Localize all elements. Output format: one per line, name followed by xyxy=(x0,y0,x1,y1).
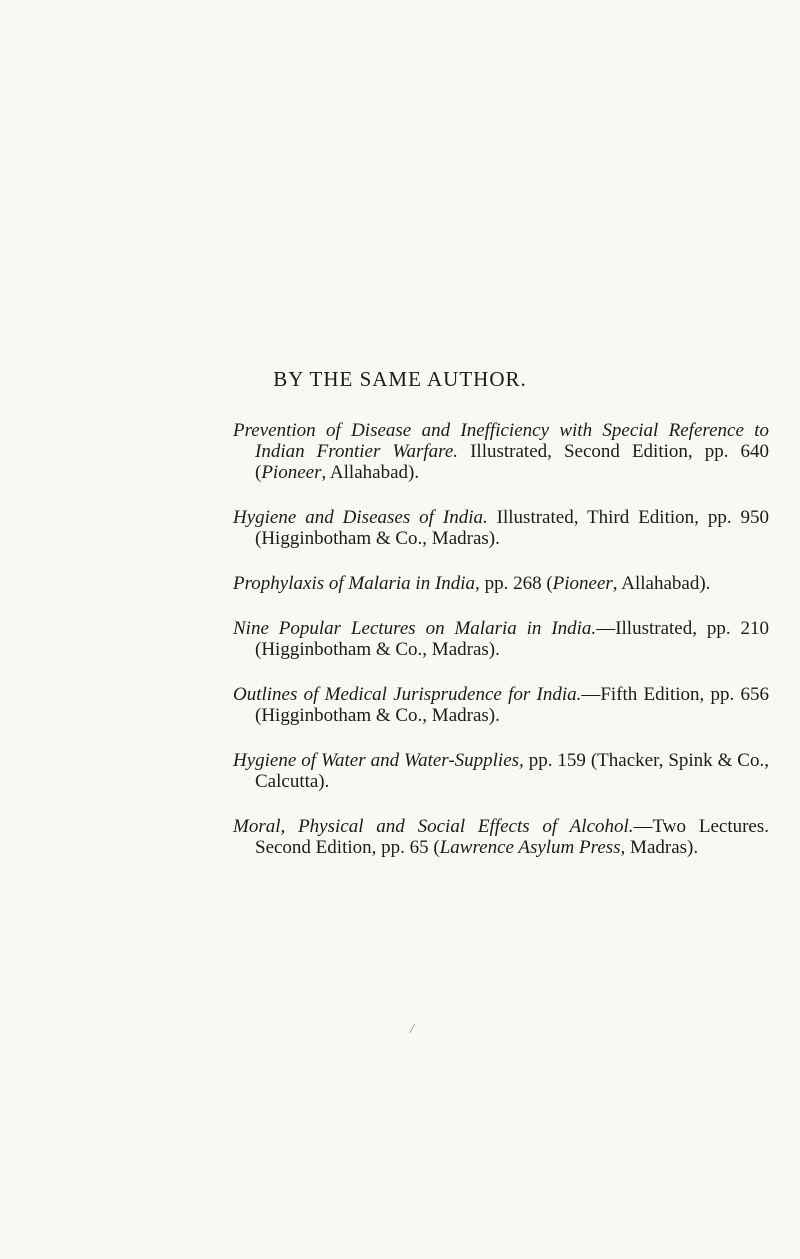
entry-details-end: Madras). xyxy=(625,837,699,858)
stray-mark: / xyxy=(410,1022,414,1037)
page-heading: BY THE SAME AUTHOR. xyxy=(273,367,527,391)
entry-publisher: Pioneer xyxy=(261,462,322,483)
entry-title: Hygiene and Diseases of India. xyxy=(233,507,488,528)
entry-details: —Two Lectures. Second Edition, pp. 65 ( xyxy=(255,816,769,858)
entry-details: pp. 159 (Thacker, Spink & Co., Calcutta). xyxy=(255,750,769,792)
entry-title: Nine Popular Lectures on Malaria in India. xyxy=(233,618,597,639)
list-item xyxy=(233,507,769,549)
entry-details-end: , Allahabad). xyxy=(612,573,711,594)
entry-details: Illustrated, Second Edition, pp. 640 ( xyxy=(255,441,770,483)
bibliography-list xyxy=(233,420,769,882)
list-item xyxy=(233,684,769,726)
entry-title: Hygiene of Water and Water-Supplies, xyxy=(233,750,524,771)
entry-publisher: Lawrence Asylum Press, xyxy=(439,837,626,858)
entry-details: Illustrated, Third Edition, pp. 950 (Higginbotham & Co., Madras). xyxy=(255,507,770,549)
entry-details: pp. 268 ( xyxy=(479,573,553,594)
entry-details: —Illustrated, pp. 210 (Higginbotham & Co., Madras). xyxy=(255,618,770,660)
entry-publisher: Pioneer xyxy=(552,573,613,594)
list-item xyxy=(233,816,769,858)
entry-details: —Fifth Edition, pp. 656 (Higginbotham & Co., Madras). xyxy=(255,684,769,726)
entry-title: Prevention of Disease and Inefficiency with Special Reference to Indian Frontier Warfare. xyxy=(233,420,769,462)
list-item xyxy=(233,618,769,660)
list-item xyxy=(233,573,769,594)
entry-title: Prophylaxis of Malaria in India, xyxy=(233,573,480,594)
list-item xyxy=(233,750,769,792)
list-item xyxy=(233,420,769,483)
entry-details-end: , Allahabad). xyxy=(321,462,420,483)
entry-title: Outlines of Medical Jurisprudence for India. xyxy=(233,684,582,705)
entry-title: Moral, Physical and Social Effects of Alcohol. xyxy=(233,816,634,837)
